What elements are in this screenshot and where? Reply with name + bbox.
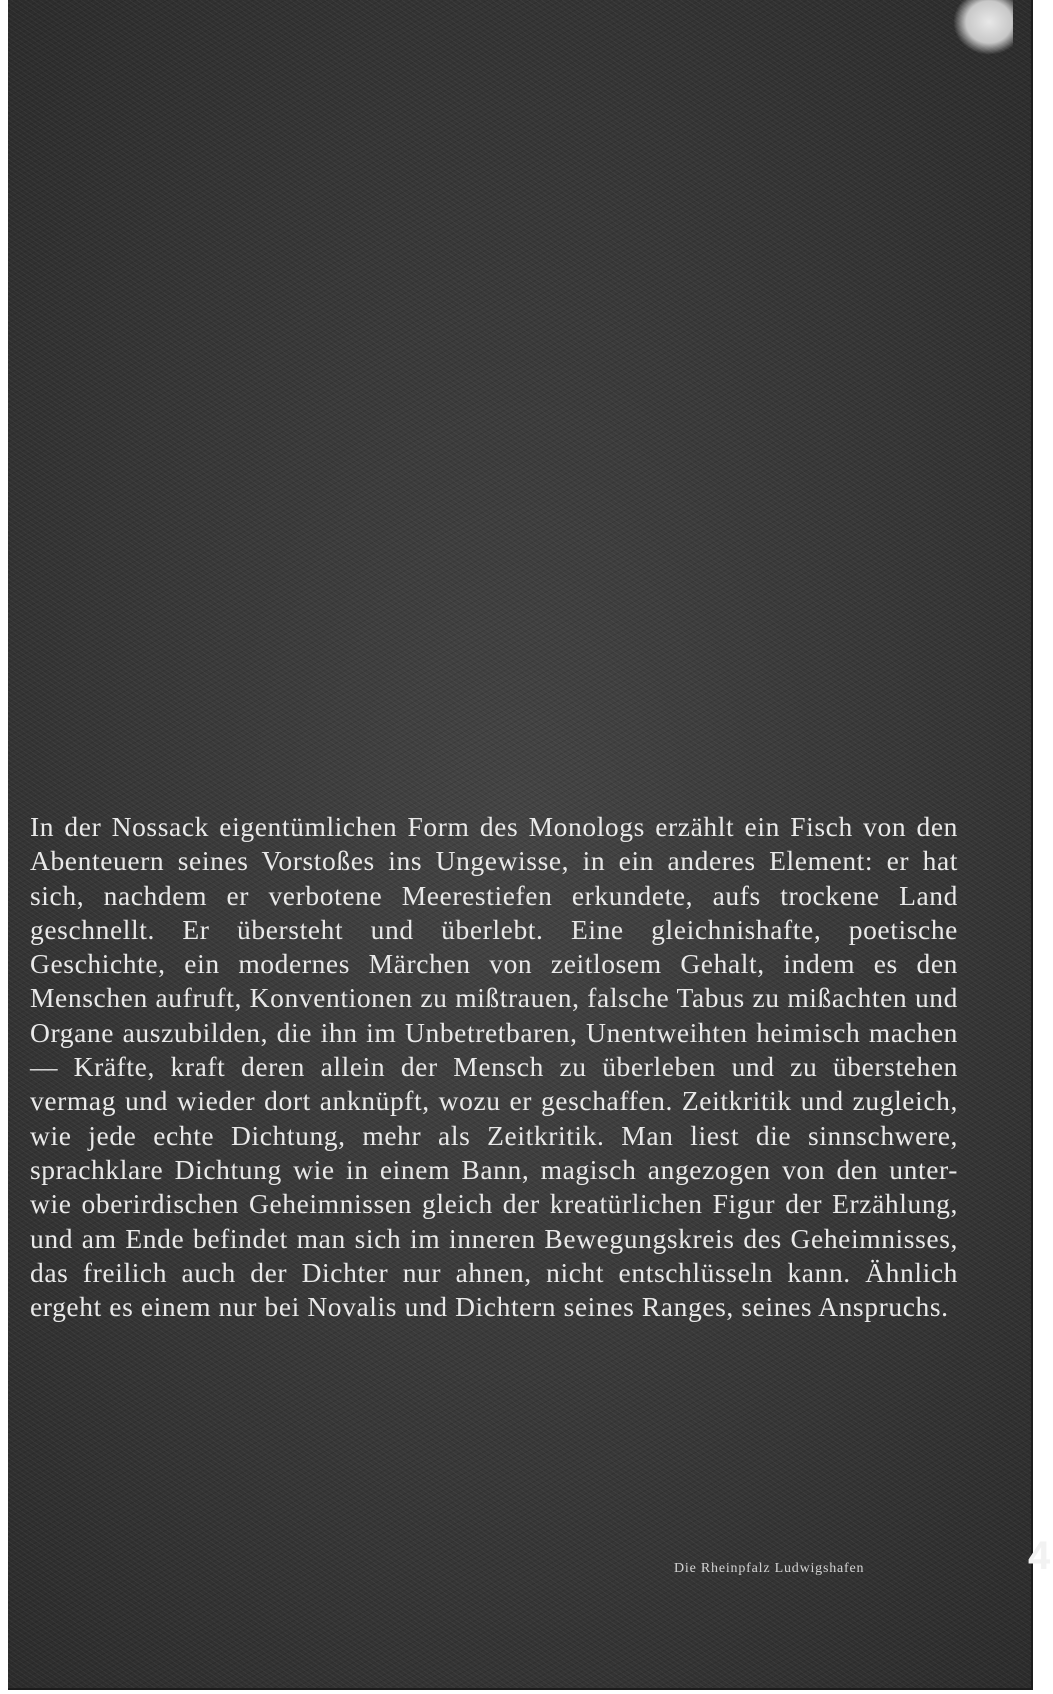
worn-corner — [953, 0, 1013, 55]
book-back-cover — [8, 0, 1033, 1690]
review-source: Die Rheinpfalz Ludwigshafen — [674, 1561, 865, 1576]
spine-number: 4 — [1028, 1534, 1051, 1578]
blurb-text: In der Nossack eigentümlichen Form des Monologs erzählt ein Fisch von den Abenteuern seines Vorstoßes ins Ungewisse, in ein anderes Element: er hat sich, nachdem er verbotene Meerestiefen erkundete, aufs trockene Land geschnellt. Er übersteht und überlebt. Eine gleichnishafte, poetische Geschichte, ein modernes Märchen von zeitlosem Gehalt, indem es den Menschen aufruft, Konventionen zu mißtrauen, falsche Tabus zu mißachten und Organe auszubilden, die ihn im Unbetretbaren, Unentweihten heimisch machen — Kräfte, kraft deren allein der Mensch zu überleben und zu überstehen vermag und wieder dort anknüpft, wozu er geschaffen. Zeitkritik und zugleich, wie jede echte Dichtung, mehr als Zeitkritik. Man liest die sinnschwere, sprachklare Dichtung wie in einem Bann, magisch angezogen von den unter- wie oberirdischen Geheimnissen gleich der kreatürlichen Figur der Erzählung, und am Ende befindet man sich im inneren Bewegungskreis des Geheimnisses, das freilich auch der Dichter nur ahnen, nicht entschlüsseln kann. Ähnlich ergeht es einem nur bei Novalis und Dichtern seines Ranges, seines Anspruchs. — [30, 811, 958, 1323]
